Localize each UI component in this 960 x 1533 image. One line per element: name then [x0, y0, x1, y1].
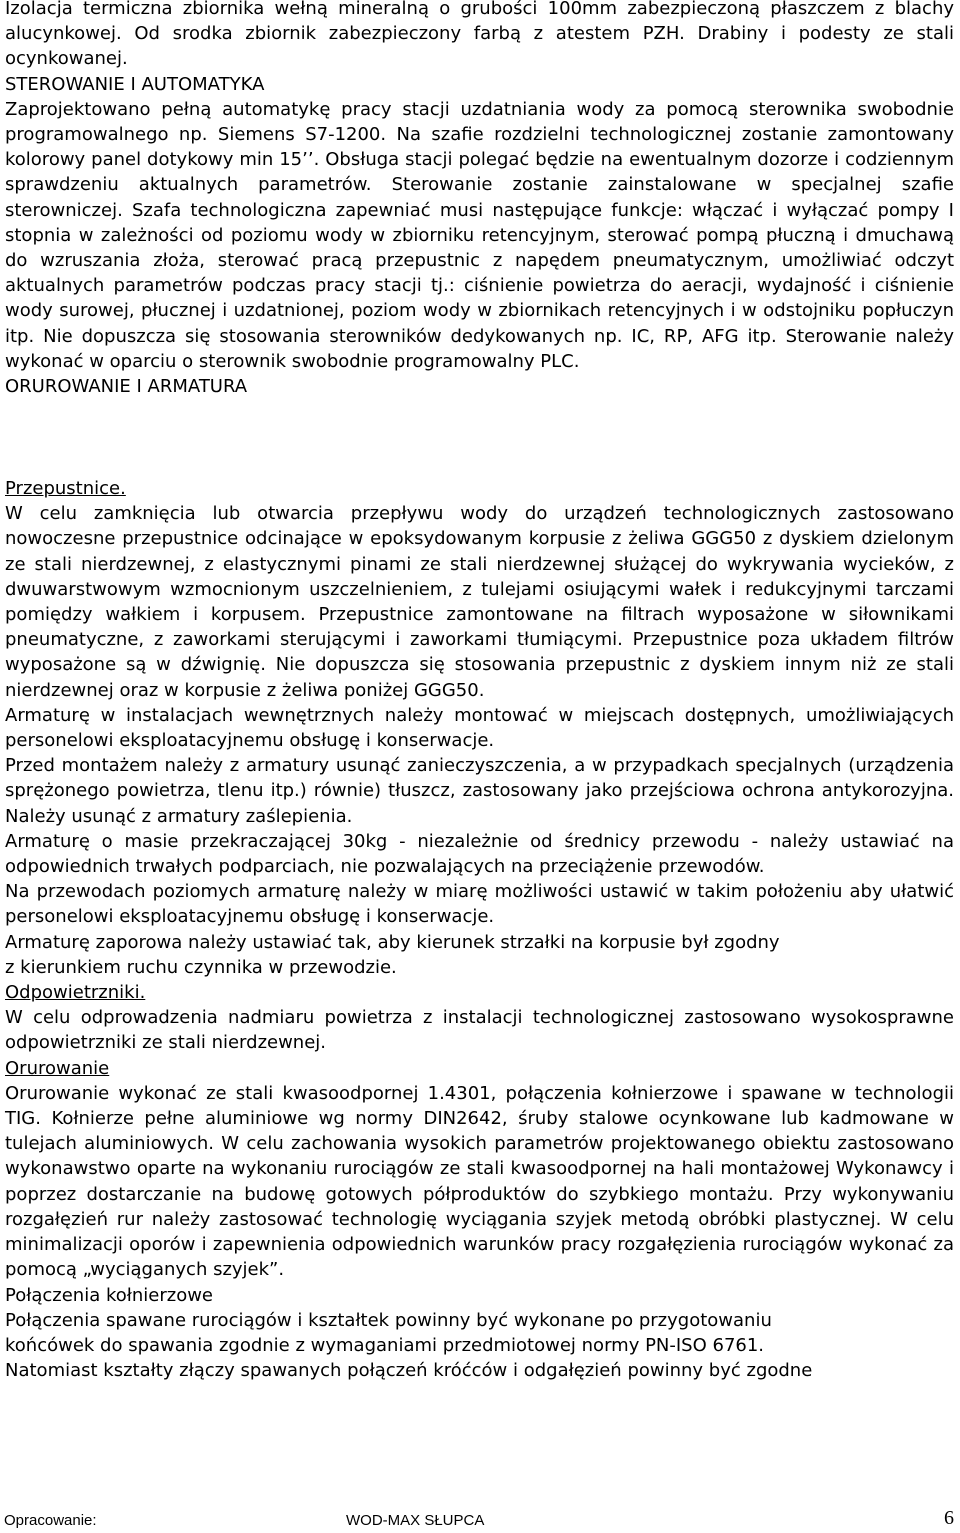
paragraph-welded-1a: Połączenia spawane rurociągów i kształtek powinny być wykonane po przygotowaniu: [5, 1309, 772, 1331]
paragraph-butterfly-valves: W celu zamknięcia lub otwarcia przepływu wody do urządzeń technologicznych zastosowano nowoczesne przepustnice odcinające w epoksydowanym korpusie z żeliwa GGG50 z dyskiem dzielonym ze stali nierdzewnej, z elastycznymi pinami ze stali nierdzewnej służącej do wykrywania wycieków, z dwuwarstwowym wzmocnionym uszczelnieniem, z tulejami osiującymi wałek i redukcyjnymi tarczami pomiędzy wałkiem i korpusem. Przepustnice zamontowane na filtrach wyposażone w siłownikami pneumatyczne, z zaworkami sterującymi i zaworkami tłumiącymi. Przepustnice poza układem filtrów wyposażone są w dźwignię. Nie dopuszcza się stosowania przepustnic z dyskiem innym niż ze stali nierdzewnej oraz w korpusie z żeliwa poniżej GGG50.: [5, 503, 954, 701]
section-top: [5, 0, 954, 399]
paragraph-insulation: Izolacja termiczna zbiornika wełną mineralną o grubości 100mm zabezpieczoną płaszczem z blachy alucynkowej. Od srodka zbiornik zabezpieczony farbą z atestem PZH. Drabiny i podesty ze stali ocynkowanej.: [5, 0, 954, 70]
heading-piping-fittings: ORUROWANIE I ARMATURA: [5, 376, 248, 398]
page-number: 6: [944, 1507, 954, 1529]
paragraph-welded-1b: końcówek do spawania zgodnie z wymaganiami przedmiotowej normy PN-ISO 6761.: [5, 1334, 765, 1356]
footer-label: Opracowanie:: [4, 1512, 97, 1529]
paragraph-fittings-3: Armaturę o masie przekraczającej 30kg - niezależnie od średnicy przewodu - należy ustawiać na odpowiednich trwałych podparciach, nie pozwalających na przeciążenie przewodów.: [5, 830, 954, 878]
heading-flange-connections: Połączenia kołnierzowe: [5, 1284, 214, 1306]
heading-control-automation: STEROWANIE I AUTOMATYKA: [5, 73, 265, 95]
heading-butterfly-valves: Przepustnice.: [5, 478, 126, 499]
footer-company: WOD-MAX SŁUPCA: [346, 1512, 485, 1529]
paragraph-welded-2: Natomiast kształty złączy spawanych połączeń króćców i odgałęzień powinny być zgodne: [5, 1360, 813, 1382]
paragraph-fittings-5a: Armaturę zaporowa należy ustawiać tak, aby kierunek strzałki na korpusie był zgodny: [5, 931, 780, 953]
paragraph-fittings-1: Armaturę w instalacjach wewnętrznych należy montować w miejscach dostępnych, umożliwiających personelowi eksploatacyjnemu obsługę i konserwacje.: [5, 704, 954, 752]
section-piping: [5, 476, 954, 1383]
page-footer: [0, 1504, 960, 1530]
heading-air-vents: Odpowietrzniki.: [5, 982, 146, 1004]
paragraph-fittings-5b: z kierunkiem ruchu czynnika w przewodzie.: [5, 956, 397, 978]
paragraph-fittings-2: Przed montażem należy z armatury usunąć zanieczyszczenia, a w przypadkach specjalnych (urządzenia sprężonego powietrza, tlenu itp.) równie) tłuszcz, zastosowany jako przejściowa ochrona antykorozyjna. Należy usunąć z armatury zaślepienia.: [5, 755, 954, 827]
paragraph-air-vents: W celu odprowadzenia nadmiaru powietrza z instalacji technologicznej zastosowano wysokosprawne odpowietrzniki ze stali nierdzewnej.: [5, 1007, 954, 1054]
paragraph-pipework: Orurowanie wykonać ze stali kwasoodpornej 1.4301, połączenia kołnierzowe i spawane w technologii TIG. Kołnierze pełne aluminiowe wg normy DIN2642, śruby stalowe ocynkowane lub kadmowane w tulejach aluminiowych. W celu zachowania wysokich parametrów projektowanego obiektu zastosowano wykonawstwo oparte na wykonaniu rurociągów ze stali kwasoodpornej na hali montażowej Wykonawcy i poprzez dostarczanie na budowę gotowych półproduktów do szybkiego montażu. Przy wykonywaniu rozgałęzień rur należy zastosować technologię wyciągania szyjek metodą obróbki plastycznej. W celu minimalizacji oporów i zapewnienia odpowiednich warunków pracy rozgałęzienia rurociągów wykonać za pomocą „wyciąganych szyjek”.: [5, 1082, 954, 1281]
heading-pipework: Orurowanie: [5, 1057, 110, 1079]
paragraph-fittings-4: Na przewodach poziomych armaturę należy w miarę możliwości ustawić w takim położeniu aby ułatwić personelowi eksploatacyjnemu obsługę i konserwacje.: [5, 881, 954, 928]
paragraph-automation: Zaprojektowano pełną automatykę pracy stacji uzdatniania wody za pomocą sterownika swobodnie programowalnego np. Siemens S7-1200. Na szafie rozdzielni technologicznej zostanie zamontowany kolorowy panel dotykowy min 15’’. Obsługa stacji polegać będzie na ewentualnym dozorze i codziennym sprawdzeniu aktualnych parametrów. Sterowanie zostanie zainstalowane w specjalnej szafie sterowniczej. Szafa technologiczna zapewniać musi następujące funkcje: włączać i wyłączać pompy I stopnia w zależności od poziomu wody w zbiorniku retencyjnym, sterować pompą płuczną i dmuchawą do wzruszania złoża, sterować pracą przepustnic z napędem pneumatycznym, umożliwiać odczyt aktualnych parametrów podczas pracy stacji tj.: ciśnienie powietrza do aeracji, wydajność i ciśnienie wody surowej, płucznej i uzdatnionej, poziom wody w zbiornikach retencyjnych i w odstojniku popłuczyn itp. Nie dopuszcza się stosowania sterowników dedykowanych np. IC, RP, AFG itp. Sterowanie należy wykonać w oparciu o sterownik swobodnie programowalny PLC.: [5, 98, 954, 372]
